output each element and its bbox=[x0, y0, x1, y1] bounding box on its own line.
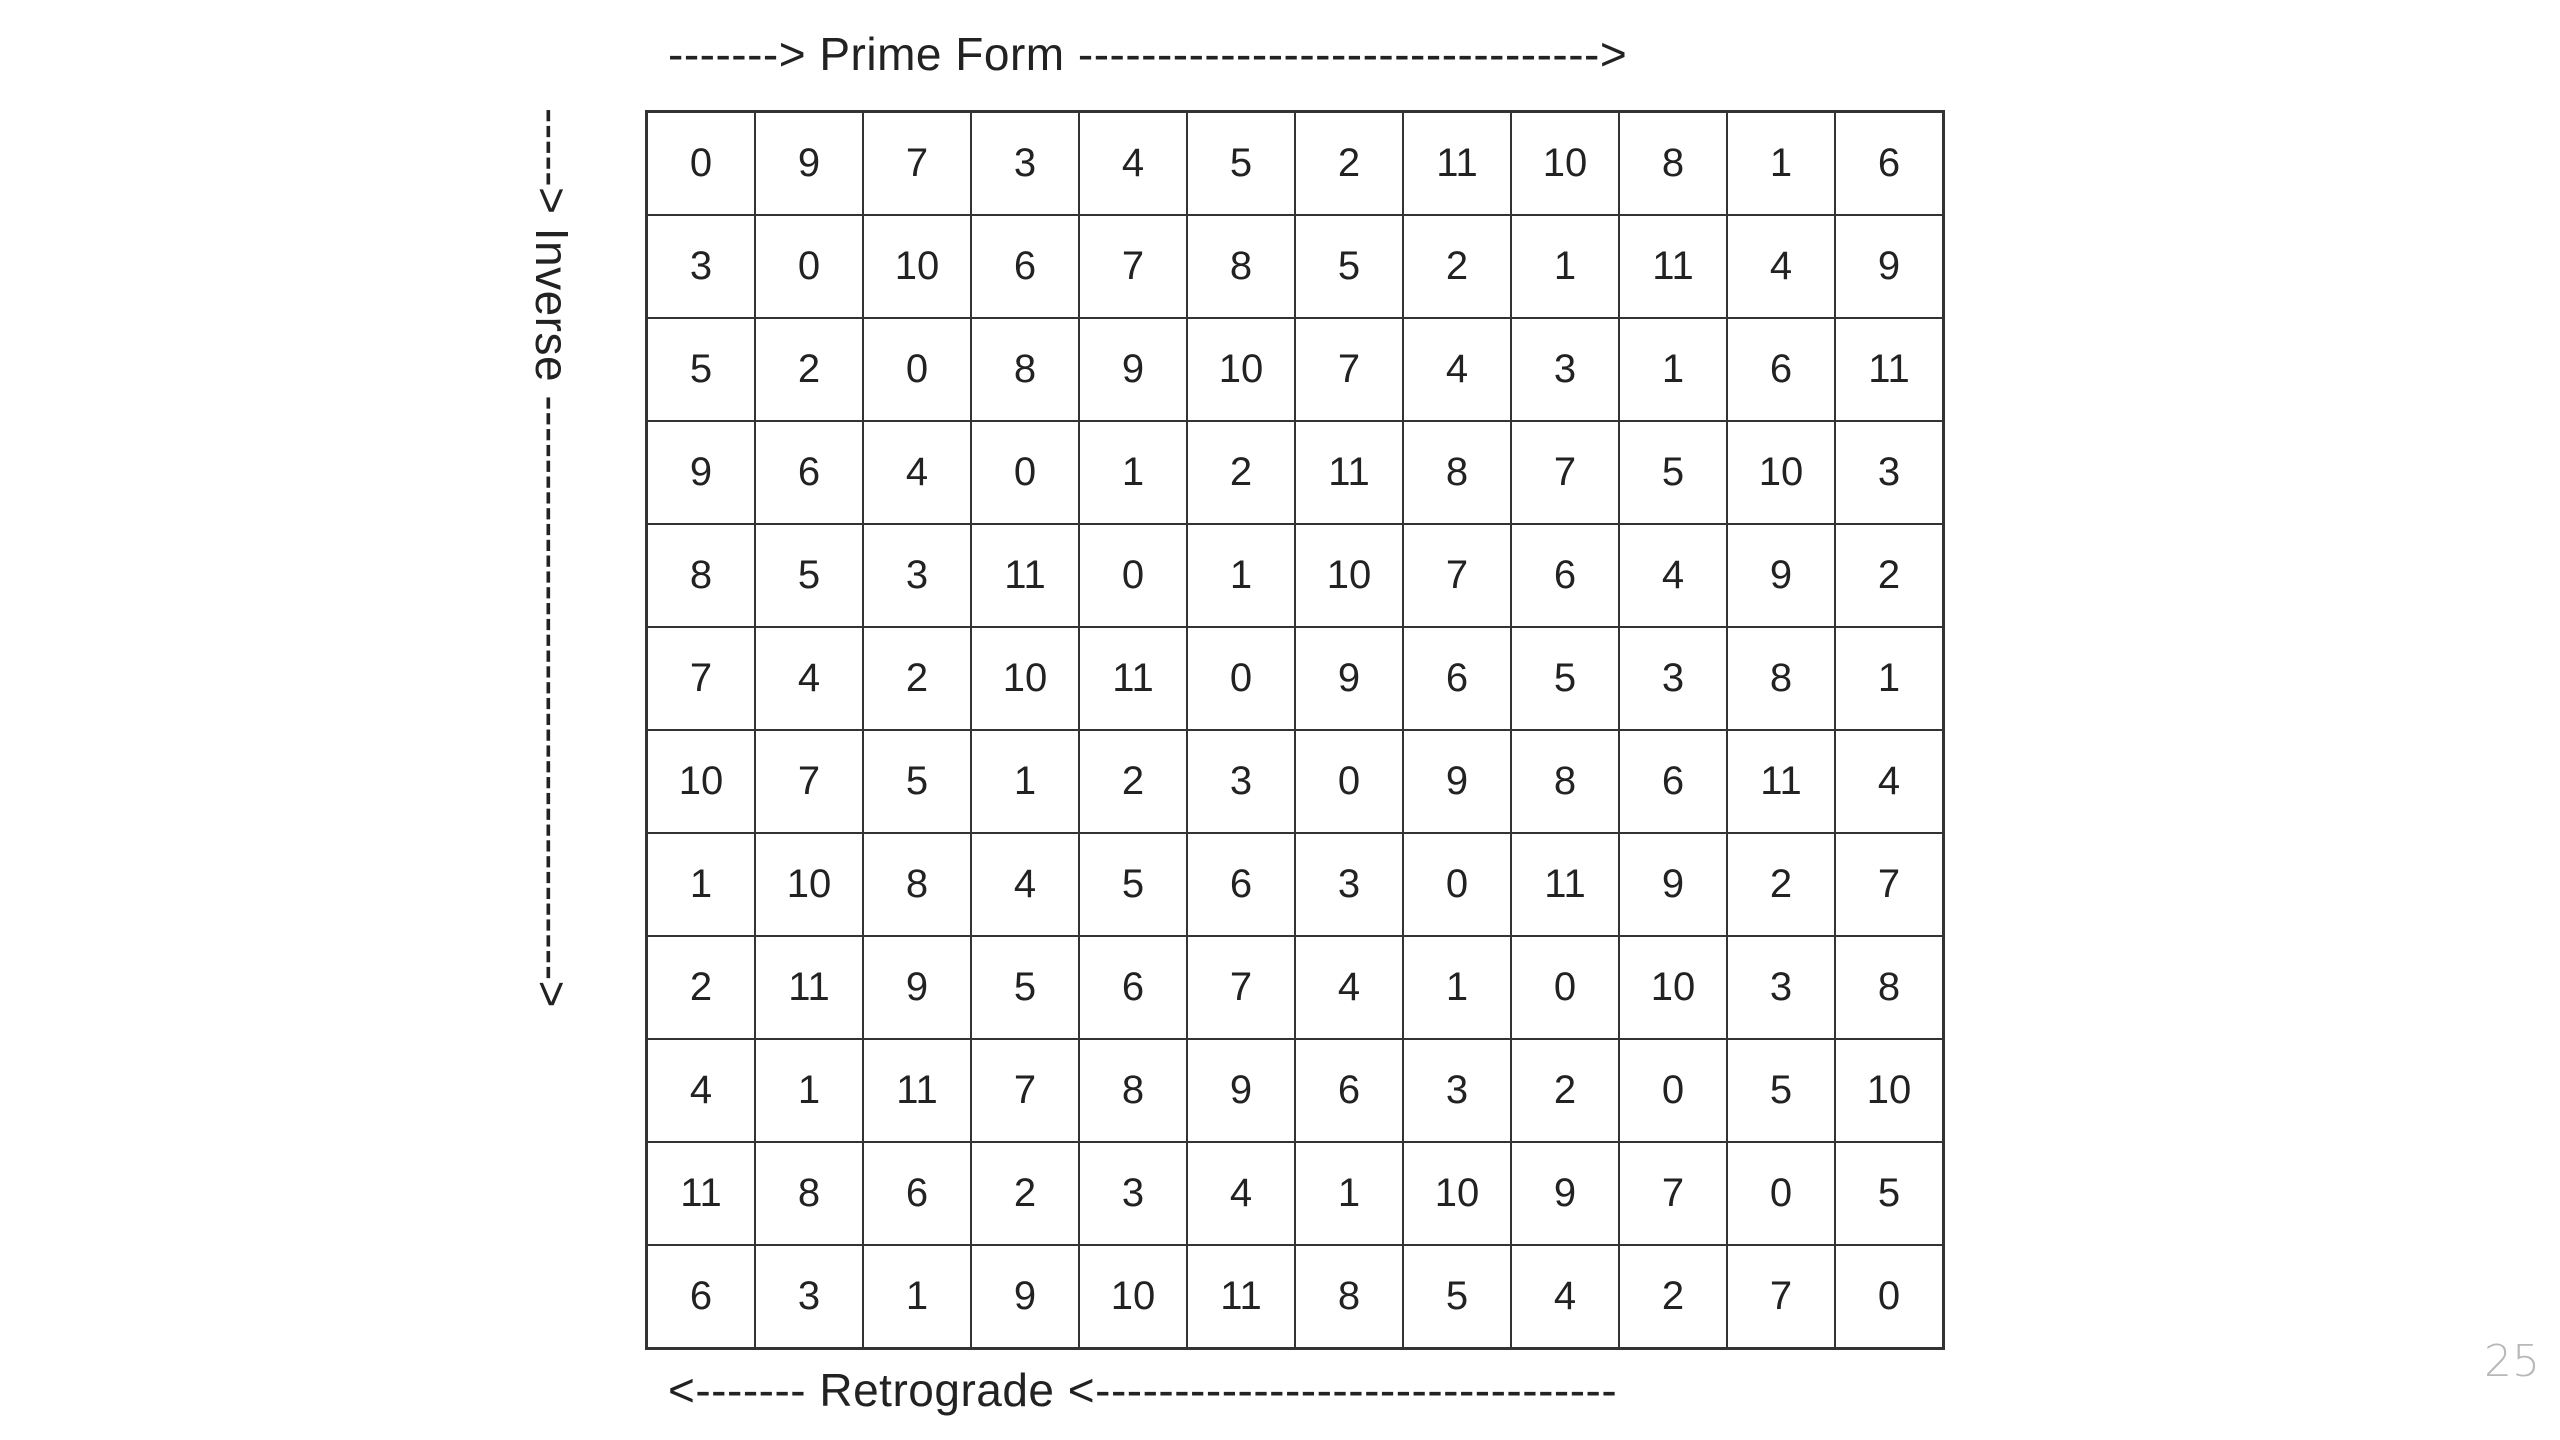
matrix-cell: 4 bbox=[1835, 730, 1944, 833]
matrix-cell: 8 bbox=[647, 524, 756, 627]
matrix-cell: 3 bbox=[1295, 833, 1403, 936]
matrix-cell: 7 bbox=[1835, 833, 1944, 936]
matrix-cell: 7 bbox=[1079, 215, 1187, 318]
matrix-cell: 10 bbox=[971, 627, 1079, 730]
matrix-cell: 1 bbox=[1619, 318, 1727, 421]
matrix-cell: 2 bbox=[971, 1142, 1079, 1245]
matrix-cell: 3 bbox=[1187, 730, 1295, 833]
matrix-row bbox=[647, 833, 1944, 936]
matrix-cell: 9 bbox=[1727, 524, 1835, 627]
matrix-cell: 0 bbox=[971, 421, 1079, 524]
matrix-cell: 6 bbox=[1187, 833, 1295, 936]
matrix-cell: 1 bbox=[1295, 1142, 1403, 1245]
matrix-cell: 4 bbox=[755, 627, 863, 730]
matrix-cell: 8 bbox=[1295, 1245, 1403, 1349]
matrix-cell: 7 bbox=[1511, 421, 1619, 524]
matrix-cell: 9 bbox=[1079, 318, 1187, 421]
matrix-cell: 4 bbox=[971, 833, 1079, 936]
matrix-cell: 4 bbox=[1511, 1245, 1619, 1349]
matrix-row bbox=[647, 1245, 1944, 1349]
matrix-cell: 9 bbox=[863, 936, 971, 1039]
matrix-cell: 6 bbox=[1619, 730, 1727, 833]
matrix-cell: 10 bbox=[1727, 421, 1835, 524]
matrix-cell: 11 bbox=[755, 936, 863, 1039]
matrix-cell: 5 bbox=[1619, 421, 1727, 524]
matrix-cell: 6 bbox=[863, 1142, 971, 1245]
page-number: 25 bbox=[2484, 1336, 2540, 1387]
matrix-cell: 2 bbox=[1727, 833, 1835, 936]
matrix-cell: 9 bbox=[1619, 833, 1727, 936]
matrix-cell: 11 bbox=[971, 524, 1079, 627]
matrix-cell: 10 bbox=[1511, 112, 1619, 216]
matrix-cell: 6 bbox=[1079, 936, 1187, 1039]
matrix-cell: 1 bbox=[1187, 524, 1295, 627]
matrix-cell: 4 bbox=[1187, 1142, 1295, 1245]
matrix-row bbox=[647, 318, 1944, 421]
matrix-cell: 5 bbox=[647, 318, 756, 421]
matrix-row bbox=[647, 1142, 1944, 1245]
matrix-cell: 4 bbox=[1619, 524, 1727, 627]
matrix-cell: 1 bbox=[1079, 421, 1187, 524]
matrix-cell: 10 bbox=[1079, 1245, 1187, 1349]
matrix-cell: 4 bbox=[1727, 215, 1835, 318]
matrix-cell: 3 bbox=[755, 1245, 863, 1349]
matrix-cell: 5 bbox=[1835, 1142, 1944, 1245]
matrix-cell: 9 bbox=[1835, 215, 1944, 318]
matrix-cell: 3 bbox=[1403, 1039, 1511, 1142]
matrix-cell: 11 bbox=[1187, 1245, 1295, 1349]
matrix-cell: 5 bbox=[1403, 1245, 1511, 1349]
matrix-cell: 3 bbox=[971, 112, 1079, 216]
matrix-cell: 0 bbox=[1835, 1245, 1944, 1349]
matrix-cell: 2 bbox=[1295, 112, 1403, 216]
matrix-cell: 9 bbox=[647, 421, 756, 524]
matrix-cell: 7 bbox=[971, 1039, 1079, 1142]
matrix-cell: 10 bbox=[863, 215, 971, 318]
matrix-cell: 8 bbox=[1079, 1039, 1187, 1142]
matrix-cell: 7 bbox=[1403, 524, 1511, 627]
matrix-row bbox=[647, 1039, 1944, 1142]
matrix-cell: 9 bbox=[971, 1245, 1079, 1349]
matrix-cell: 8 bbox=[1511, 730, 1619, 833]
matrix-cell: 8 bbox=[863, 833, 971, 936]
matrix-cell: 0 bbox=[1187, 627, 1295, 730]
matrix-cell: 9 bbox=[1187, 1039, 1295, 1142]
matrix-cell: 5 bbox=[1187, 112, 1295, 216]
matrix-cell: 0 bbox=[1727, 1142, 1835, 1245]
matrix-row bbox=[647, 421, 1944, 524]
matrix-cell: 6 bbox=[1835, 112, 1944, 216]
matrix-cell: 10 bbox=[1295, 524, 1403, 627]
matrix-cell: 6 bbox=[1511, 524, 1619, 627]
matrix-row bbox=[647, 112, 1944, 216]
matrix-cell: 4 bbox=[863, 421, 971, 524]
matrix-cell: 6 bbox=[1295, 1039, 1403, 1142]
matrix-cell: 0 bbox=[1295, 730, 1403, 833]
matrix-row bbox=[647, 215, 1944, 318]
matrix-cell: 1 bbox=[971, 730, 1079, 833]
matrix-cell: 10 bbox=[647, 730, 756, 833]
inverse-label: -----> Inverse -------------------------------------> bbox=[526, 108, 578, 1009]
matrix-cell: 4 bbox=[1295, 936, 1403, 1039]
matrix-cell: 7 bbox=[1727, 1245, 1835, 1349]
matrix-cell: 7 bbox=[863, 112, 971, 216]
matrix-cell: 5 bbox=[863, 730, 971, 833]
matrix-cell: 2 bbox=[1619, 1245, 1727, 1349]
twelve-tone-matrix bbox=[645, 110, 1945, 1350]
matrix-cell: 10 bbox=[1835, 1039, 1944, 1142]
matrix-cell: 11 bbox=[647, 1142, 756, 1245]
matrix-cell: 7 bbox=[755, 730, 863, 833]
matrix-cell: 9 bbox=[755, 112, 863, 216]
matrix-cell: 4 bbox=[1403, 318, 1511, 421]
matrix-cell: 11 bbox=[1403, 112, 1511, 216]
matrix-cell: 3 bbox=[647, 215, 756, 318]
matrix-cell: 1 bbox=[1403, 936, 1511, 1039]
matrix-cell: 11 bbox=[1511, 833, 1619, 936]
matrix-cell: 5 bbox=[1079, 833, 1187, 936]
matrix-cell: 0 bbox=[1511, 936, 1619, 1039]
matrix-cell: 1 bbox=[863, 1245, 971, 1349]
retrograde-label: <------- Retrograde <--------------------------------- bbox=[668, 1364, 1618, 1416]
matrix-cell: 1 bbox=[1835, 627, 1944, 730]
matrix-cell: 11 bbox=[1727, 730, 1835, 833]
matrix-cell: 8 bbox=[1187, 215, 1295, 318]
matrix-cell: 1 bbox=[755, 1039, 863, 1142]
matrix-cell: 8 bbox=[1403, 421, 1511, 524]
matrix-cell: 9 bbox=[1511, 1142, 1619, 1245]
matrix-cell: 6 bbox=[1727, 318, 1835, 421]
matrix-cell: 0 bbox=[755, 215, 863, 318]
matrix-cell: 11 bbox=[863, 1039, 971, 1142]
matrix-cell: 3 bbox=[1511, 318, 1619, 421]
matrix-cell: 2 bbox=[647, 936, 756, 1039]
matrix-cell: 1 bbox=[647, 833, 756, 936]
matrix-cell: 5 bbox=[1295, 215, 1403, 318]
matrix-cell: 7 bbox=[647, 627, 756, 730]
matrix-cell: 11 bbox=[1835, 318, 1944, 421]
matrix-cell: 5 bbox=[755, 524, 863, 627]
matrix-cell: 2 bbox=[863, 627, 971, 730]
matrix-cell: 0 bbox=[1403, 833, 1511, 936]
matrix-cell: 2 bbox=[1187, 421, 1295, 524]
matrix-cell: 11 bbox=[1619, 215, 1727, 318]
matrix-cell: 11 bbox=[1079, 627, 1187, 730]
matrix-cell: 8 bbox=[971, 318, 1079, 421]
matrix-cell: 2 bbox=[1835, 524, 1944, 627]
matrix-cell: 4 bbox=[1079, 112, 1187, 216]
matrix-cell: 5 bbox=[1511, 627, 1619, 730]
matrix-cell: 6 bbox=[755, 421, 863, 524]
matrix-cell: 4 bbox=[647, 1039, 756, 1142]
matrix-cell: 2 bbox=[1511, 1039, 1619, 1142]
matrix-cell: 6 bbox=[971, 215, 1079, 318]
matrix-cell: 2 bbox=[1079, 730, 1187, 833]
matrix-cell: 3 bbox=[1835, 421, 1944, 524]
matrix-cell: 6 bbox=[647, 1245, 756, 1349]
matrix-cell: 7 bbox=[1619, 1142, 1727, 1245]
matrix-cell: 3 bbox=[1727, 936, 1835, 1039]
matrix-cell: 8 bbox=[1727, 627, 1835, 730]
matrix-cell: 7 bbox=[1295, 318, 1403, 421]
matrix-cell: 0 bbox=[863, 318, 971, 421]
matrix-cell: 1 bbox=[1727, 112, 1835, 216]
matrix-cell: 8 bbox=[1835, 936, 1944, 1039]
matrix-cell: 9 bbox=[1295, 627, 1403, 730]
matrix-cell: 6 bbox=[1403, 627, 1511, 730]
matrix-cell: 10 bbox=[1187, 318, 1295, 421]
matrix-cell: 7 bbox=[1187, 936, 1295, 1039]
matrix-cell: 3 bbox=[1619, 627, 1727, 730]
matrix-cell: 0 bbox=[1619, 1039, 1727, 1142]
matrix-cell: 3 bbox=[863, 524, 971, 627]
matrix-cell: 10 bbox=[1619, 936, 1727, 1039]
matrix-cell: 10 bbox=[1403, 1142, 1511, 1245]
matrix-cell: 11 bbox=[1295, 421, 1403, 524]
matrix-cell: 5 bbox=[971, 936, 1079, 1039]
prime-form-label: -------> Prime Form ---------------------------------> bbox=[668, 28, 1628, 80]
matrix-cell: 0 bbox=[647, 112, 756, 216]
matrix-cell: 2 bbox=[1403, 215, 1511, 318]
matrix-body bbox=[647, 112, 1944, 1349]
matrix-cell: 0 bbox=[1079, 524, 1187, 627]
matrix-cell: 8 bbox=[1619, 112, 1727, 216]
matrix-row bbox=[647, 524, 1944, 627]
matrix-row bbox=[647, 627, 1944, 730]
matrix-cell: 10 bbox=[755, 833, 863, 936]
matrix-cell: 8 bbox=[755, 1142, 863, 1245]
matrix-cell: 9 bbox=[1403, 730, 1511, 833]
matrix-row bbox=[647, 730, 1944, 833]
matrix-cell: 2 bbox=[755, 318, 863, 421]
matrix-cell: 3 bbox=[1079, 1142, 1187, 1245]
matrix-row bbox=[647, 936, 1944, 1039]
matrix-cell: 5 bbox=[1727, 1039, 1835, 1142]
matrix-cell: 1 bbox=[1511, 215, 1619, 318]
